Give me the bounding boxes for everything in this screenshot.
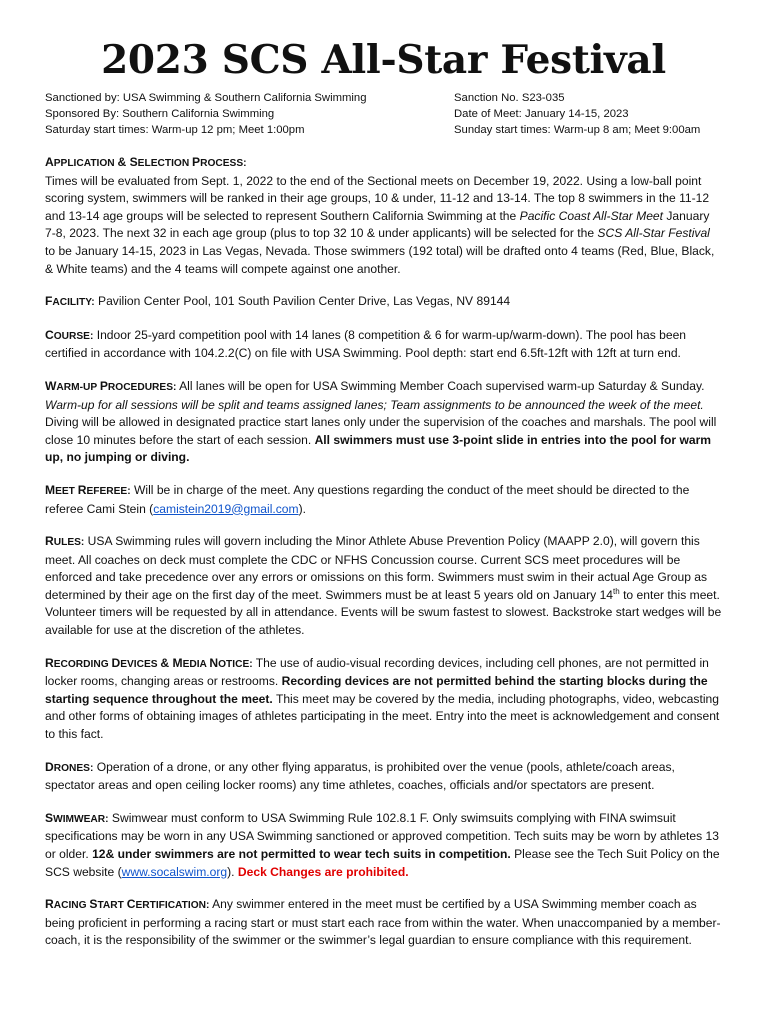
section-course bbox=[45, 327, 722, 363]
saturday-times: Saturday start times: Warm-up 12 pm; Meet 1:00pm bbox=[45, 124, 305, 136]
rules-text-1: USA Swimming rules will govern including the Minor Athlete Abuse Prevention Policy (MAAPP 2.0), will govern this meet. All coaches on deck must complete the CDC or NFHS Concussion course. Current SCS meet procedures will be enforced and take precedence over any errors or omissions on this form. Swimmers must swim in their actual Age Group as determined by their age on the first day of the meet. Swimmers must be at least 5 years old on January 14 bbox=[45, 534, 708, 602]
scs-festival: SCS All-Star Festival bbox=[597, 226, 710, 241]
application-text-2: January 7-8, 2023. The next 32 in each age group (plus to top 32 10 & under applicants) will be selected for the bbox=[45, 208, 710, 241]
section-drones bbox=[45, 759, 722, 795]
pacific-coast-meet: Pacific Coast All-Star Meet bbox=[519, 208, 664, 223]
section-rules bbox=[45, 533, 722, 640]
warmup-text-2: Diving will be allowed in designated practice start lanes only under the supervision of the coaches and marshals. The pool will close 10 minutes before the start of each session. bbox=[45, 415, 717, 447]
facility-text: Pavilion Center Pool, 101 South Pavilion Center Drive, Las Vegas, NV 89144 bbox=[94, 294, 511, 309]
section-title-warmup: WARM-UP PROCEDURES: bbox=[45, 378, 177, 393]
warmup-bold: All swimmers must use 3-point slide in entries into the pool for warm up, no jumping or diving. bbox=[45, 432, 712, 465]
header-left bbox=[45, 90, 445, 138]
socalswim-link[interactable]: www.socalswim.org bbox=[121, 864, 228, 879]
warmup-text-1: All lanes will be open for USA Swimming Member Coach supervised warm-up Saturday & Sunday. bbox=[176, 378, 705, 393]
section-title-racing-start: RACING START CERTIFICATION: bbox=[45, 897, 210, 912]
application-text-3: to be January 14-15, 2023 in Las Vegas, Nevada. Those swimmers (192 total) will be drafted onto 4 teams (Red, Blue, Black, & White teams) and the 4 teams will compete against one another. bbox=[45, 243, 715, 276]
rules-text-2: to enter this meet. Volunteer timers will be requested by all in attendance. Events will be swum fastest to slowest. Backstroke start wedges will be available for use at the discretion of the athletes. bbox=[45, 587, 722, 638]
section-title-facility: FACILITY: bbox=[45, 294, 95, 309]
sponsored-by: Sponsored By: Southern California Swimming bbox=[45, 108, 275, 120]
recording-text-1: The use of audio-visual recording devices, including cell phones, are not permitted in locker rooms, changing areas or restrooms. bbox=[45, 655, 709, 689]
section-application bbox=[45, 154, 722, 278]
referee-text-1: Will be in charge of the meet. Any questions regarding the conduct of the meet should be directed to the referee Cami Stein ( bbox=[45, 482, 690, 516]
deck-changes-warning: Deck Changes are prohibited. bbox=[237, 864, 409, 879]
section-title-course: COURSE: bbox=[45, 327, 94, 342]
section-title-referee: MEET REFEREE: bbox=[45, 482, 131, 497]
recording-bold: Recording devices are not permitted behind the starting blocks during the starting sequence throughout the meet. bbox=[45, 674, 708, 706]
referee-text-2: ). bbox=[298, 501, 306, 516]
course-text: Indoor 25-yard competition pool with 14 lanes (8 competition & 6 for warm-up/warm-down). The pool has been certified in accordance with 104.2.2(C) on file with USA Swimming. Pool depth: start end 6.5ft-12ft with 12ft at turn end. bbox=[45, 327, 687, 361]
document-title: 2023 SCS All-Star Festival bbox=[101, 37, 666, 83]
sanctioned-by: Sanctioned by: USA Swimming & Southern California Swimming bbox=[45, 92, 367, 104]
swimwear-text-1: Swimwear must conform to USA Swimming Rule 102.8.1 F. Only swimsuits complying with FINA swimsuit specifications may be worn in any USA Swimming sanctioned or approved competition. Tech suits may be worn by athletes 13 or older. bbox=[45, 810, 720, 861]
section-title-application: APPLICATION & SELECTION PROCESS: bbox=[45, 155, 247, 169]
section-title-drones: DRONES: bbox=[45, 759, 94, 774]
rules-superscript: th bbox=[613, 586, 620, 596]
meet-header bbox=[45, 90, 722, 138]
section-title-recording: RECORDING DEVICES & MEDIA NOTICE: bbox=[45, 655, 253, 670]
application-text-1: Times will be evaluated from Sept. 1, 2022 to the end of the Sectional meets on December 19, 2022. Using a low-ball point scoring system, swimmers will be ranked in their age groups, 10 & under, 11-12 and 13-14. The top 8 swimmers in the 11-12 and 13-14 age groups will be selected to represent Southern California Swimming at the bbox=[45, 173, 710, 223]
warmup-italic: Warm-up for all sessions will be split and teams assigned lanes; Team assignments to be announced the week of the meet. bbox=[45, 397, 704, 412]
sunday-times: Sunday start times: Warm-up 8 am; Meet 9:00am bbox=[454, 124, 701, 136]
swimwear-bold: 12& under swimmers are not permitted to wear tech suits in competition. bbox=[92, 847, 511, 861]
section-swimwear bbox=[45, 810, 722, 881]
sanction-number: Sanction No. S23-035 bbox=[454, 92, 565, 104]
racing-start-text: Any swimmer entered in the meet must be certified by a USA Swimming member coach as being proficient in performing a racing start or must start each race from within the water. When unaccompanied by a member-coach, it is the responsibility of the swimmer or the swimmer’s legal guardian to ensure compliance with this requirement. bbox=[45, 897, 721, 948]
section-referee bbox=[45, 482, 722, 518]
section-title-swimwear: SWIMWEAR: bbox=[45, 810, 109, 825]
section-title-rules: RULES: bbox=[45, 534, 85, 549]
referee-email-link[interactable]: camistein2019@gmail.com bbox=[153, 501, 299, 516]
section-recording bbox=[45, 655, 722, 744]
swimwear-text-3: ). bbox=[227, 864, 238, 879]
drones-text: Operation of a drone, or any other flying apparatus, is prohibited over the venue (pools, athlete/coach areas, spectator areas and open ceiling locker rooms) any time athletes, coaches, officials and/or spectators are present. bbox=[45, 759, 675, 793]
meet-date: Date of Meet: January 14-15, 2023 bbox=[454, 108, 629, 120]
swimwear-text-2: Please see the Tech Suit Policy on the SCS website ( bbox=[45, 847, 720, 879]
section-racing-start bbox=[45, 896, 722, 950]
section-warmup bbox=[45, 378, 722, 467]
section-facility bbox=[45, 293, 722, 312]
header-right bbox=[454, 90, 722, 138]
recording-text-2: This meet may be covered by the media, including photographs, video, webcasting and other forms of obtaining images of athletes participating in the meet. Entry into the meet is acknowledgement and consent to this fact. bbox=[45, 691, 720, 742]
